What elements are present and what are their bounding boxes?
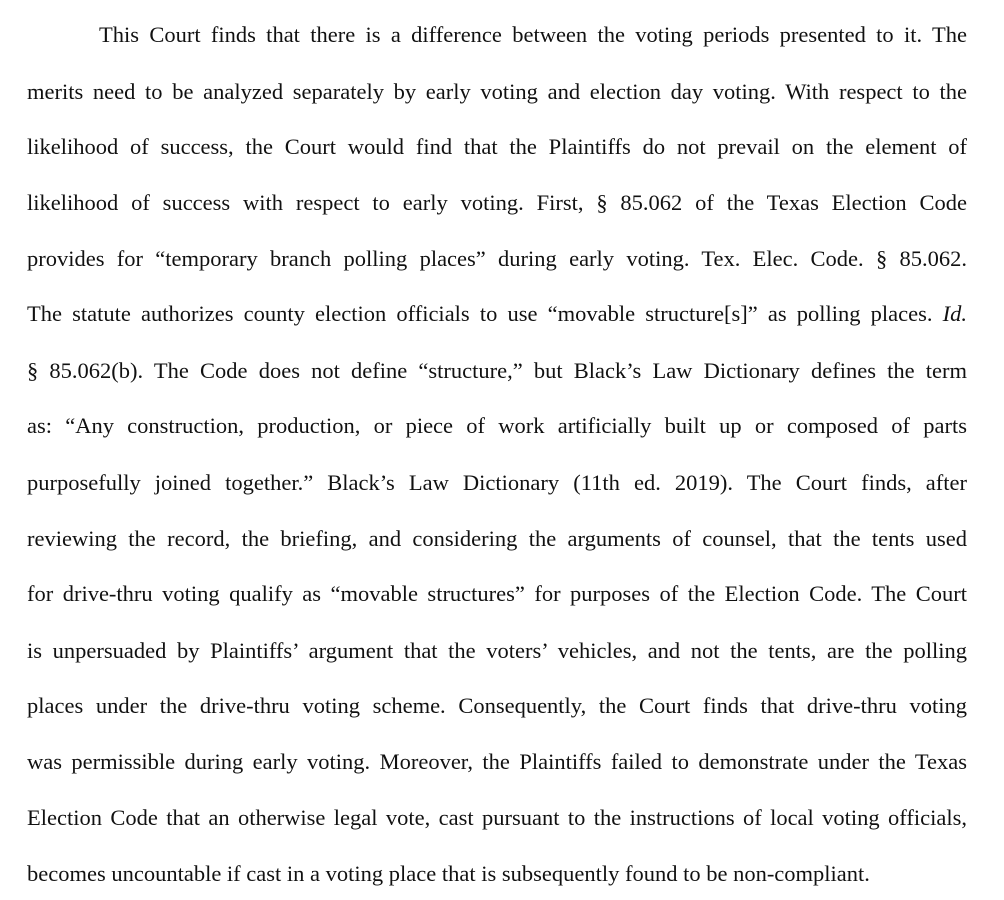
text-line-10: reviewing the record, the briefing, and considering the arguments of counsel, that the tents used	[27, 526, 967, 551]
text-line-9: purposefully joined together.” Black’s Law Dictionary (11th ed. 2019). The Court finds, after	[27, 470, 967, 495]
text-line-7: § 85.062(b). The Code does not define “structure,” but Black’s Law Dictionary defines the term	[27, 358, 967, 383]
text-line-2: merits need to be analyzed separately by early voting and election day voting. With respect to the	[27, 79, 967, 104]
text-line-16: becomes uncountable if cast in a voting place that is subsequently found to be non-compliant.	[27, 861, 870, 886]
text-line-4: likelihood of success with respect to early voting. First, § 85.062 of the Texas Election Code	[27, 190, 967, 215]
text-line-13: places under the drive-thru voting scheme. Consequently, the Court finds that drive-thru voting	[27, 693, 967, 718]
citation-id-italic: Id.	[942, 301, 967, 326]
text-line-6	[27, 299, 967, 329]
text-line-8: as: “Any construction, production, or piece of work artificially built up or composed of parts	[27, 413, 967, 438]
text-line-11: for drive-thru voting qualify as “movable structures” for purposes of the Election Code. The Court	[27, 581, 967, 606]
text-line-6-main: The statute authorizes county election officials to use “movable structure[s]” as polling places.	[27, 301, 943, 326]
text-line-1: This Court finds that there is a difference between the voting periods presented to it. The	[99, 22, 967, 47]
text-line-12: is unpersuaded by Plaintiffs’ argument that the voters’ vehicles, and not the tents, are the polling	[27, 638, 967, 663]
text-line-15: Election Code that an otherwise legal vote, cast pursuant to the instructions of local voting officials,	[27, 805, 967, 830]
text-line-14: was permissible during early voting. Moreover, the Plaintiffs failed to demonstrate under the Texas	[27, 749, 967, 774]
text-line-5: provides for “temporary branch polling places” during early voting. Tex. Elec. Code. § 85.062.	[27, 246, 967, 271]
text-line-3: likelihood of success, the Court would find that the Plaintiffs do not prevail on the element of	[27, 134, 967, 159]
